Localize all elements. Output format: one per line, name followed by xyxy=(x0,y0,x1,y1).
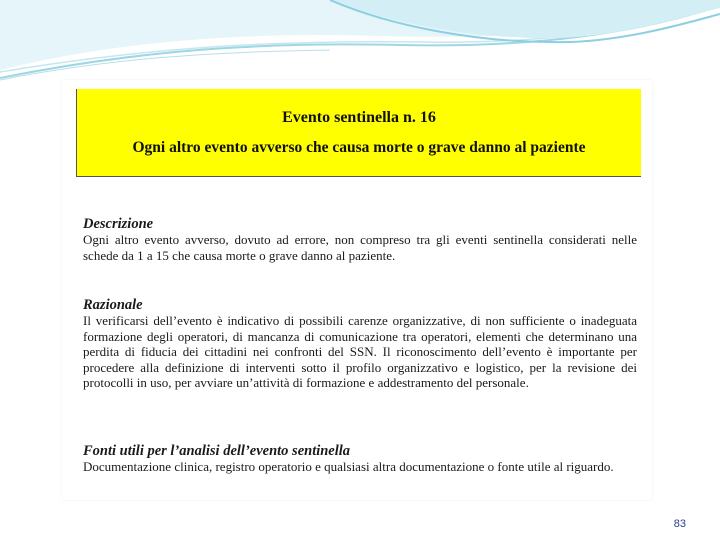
slide-number: 83 xyxy=(673,518,686,530)
section-fonti-utili xyxy=(83,443,637,475)
section-heading: Descrizione xyxy=(83,216,154,232)
section-descrizione xyxy=(83,216,637,263)
section-heading: Fonti utili per l’analisi dell’evento sentinella xyxy=(83,443,351,459)
top-swoosh-decoration xyxy=(0,0,720,90)
section-body: Ogni altro evento avverso, dovuto ad errore, non compreso tra gli eventi sentinella considerati nelle schede da 1 a 15 che causa morte o grave danno al paziente. xyxy=(83,232,637,263)
section-body: Documentazione clinica, registro operatorio e qualsiasi altra documentazione o fonte utile al riguardo. xyxy=(83,459,614,474)
banner-title: Evento sentinella n. 16 xyxy=(282,109,436,126)
banner-subtitle: Ogni altro evento avverso che causa morte o grave danno al paziente xyxy=(132,139,586,156)
section-heading: Razionale xyxy=(83,297,143,313)
section-razionale xyxy=(83,297,637,391)
section-body: Il verificarsi dell’evento è indicativo di possibili carenze organizzative, di non sufficiente o inadeguata formazione degli operatori, di mancanza di comunicazione tra operatori, elementi che determinano una perdita di fiducia dei cittadini nei confronti del SSN. Il riconoscimento dell’evento è importante per procedere alla definizione di interventi sotto il profilo organizzativo e logistico, per la revisione dei protocolli in uso, per avviare un’attività di formazione e addestramento del personale. xyxy=(83,313,637,390)
document-page xyxy=(62,80,652,500)
event-banner xyxy=(76,89,641,177)
